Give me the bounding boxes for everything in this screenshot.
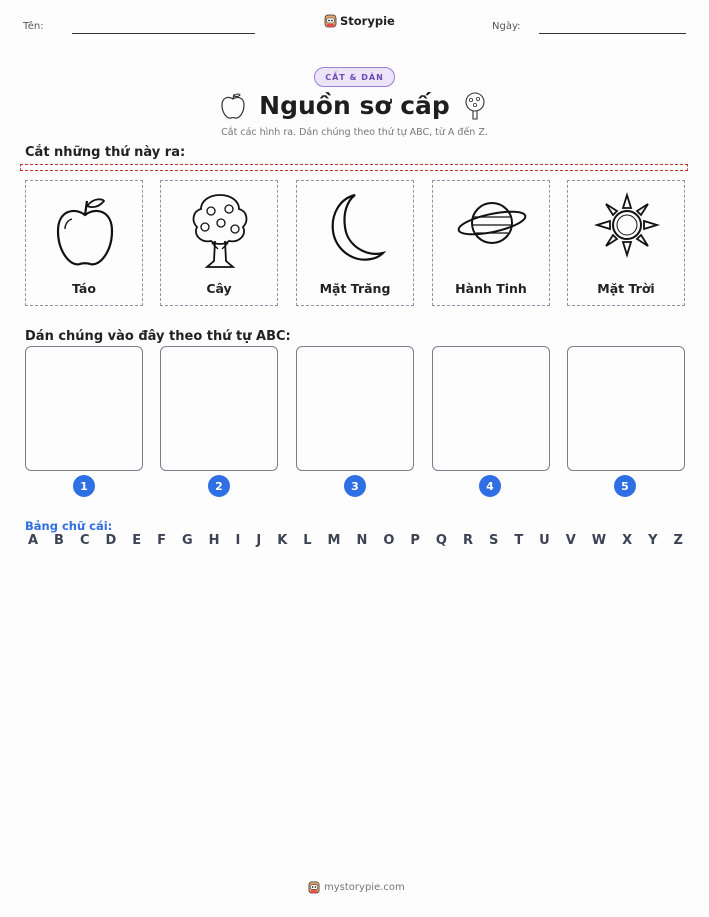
alphabet-letter: U	[539, 533, 550, 548]
alphabet-heading: Bảng chữ cái:	[25, 519, 113, 533]
number-badge-2: 2	[208, 475, 230, 497]
planet-icon	[457, 191, 527, 271]
card-label: Cây	[206, 281, 232, 296]
alphabet-letter: J	[256, 533, 262, 548]
paste-heading: Dán chúng vào đây theo thứ tự ABC:	[25, 329, 291, 344]
name-line	[72, 33, 255, 34]
alphabet-row	[28, 533, 683, 548]
brand-name: Storypie	[340, 13, 395, 28]
alphabet-letter: L	[303, 533, 312, 548]
date-line	[539, 33, 686, 34]
paste-box-3[interactable]	[296, 346, 414, 471]
alphabet-letter: T	[514, 533, 524, 548]
date-label: Ngày:	[492, 21, 521, 32]
alphabet-letter: G	[182, 533, 193, 548]
brand-logo	[324, 13, 395, 28]
paste-box-5[interactable]	[567, 346, 685, 471]
alphabet-letter: O	[383, 533, 395, 548]
footer	[308, 880, 405, 894]
card-label: Hành Tinh	[455, 281, 527, 296]
card-label: Mặt Trời	[597, 281, 655, 296]
paste-box-2[interactable]	[160, 346, 278, 471]
cut-card-apple[interactable]	[25, 180, 143, 306]
alphabet-letter: W	[591, 533, 607, 548]
alphabet-letter: N	[356, 533, 368, 548]
paste-box-1[interactable]	[25, 346, 143, 471]
alphabet-letter: K	[277, 533, 288, 548]
footer-url: mystorypie.com	[324, 881, 405, 893]
number-badge-5: 5	[614, 475, 636, 497]
number-badge-3: 3	[344, 475, 366, 497]
cut-card-moon[interactable]	[296, 180, 414, 306]
card-label: Táo	[72, 281, 96, 296]
cut-card-tree[interactable]	[160, 180, 278, 306]
card-label: Mặt Trăng	[319, 281, 391, 296]
alphabet-letter: B	[54, 533, 64, 548]
activity-badge: CẮT & DÁN	[314, 67, 395, 87]
paste-box-4[interactable]	[432, 346, 550, 471]
alphabet-letter: P	[410, 533, 420, 548]
alphabet-letter: E	[132, 533, 142, 548]
page-title: Nguồn sơ cấp	[259, 91, 450, 120]
alphabet-letter: F	[157, 533, 167, 548]
mascot-icon	[308, 880, 320, 894]
tree-icon	[461, 91, 489, 121]
alphabet-letter: A	[28, 533, 39, 548]
alphabet-letter: H	[208, 533, 220, 548]
number-badge-1: 1	[73, 475, 95, 497]
alphabet-letter: R	[462, 533, 473, 548]
alphabet-letter: C	[79, 533, 90, 548]
alphabet-letter: X	[622, 533, 633, 548]
cut-card-sun[interactable]	[567, 180, 685, 306]
cut-card-planet[interactable]	[432, 180, 550, 306]
moon-icon	[321, 191, 391, 271]
page-subtitle: Cắt các hình ra. Dán chúng theo thứ tự ABC, từ A đến Z.	[221, 127, 488, 138]
alphabet-letter: S	[488, 533, 499, 548]
cut-heading: Cắt những thứ này ra:	[25, 145, 186, 160]
tree-icon	[185, 191, 255, 271]
number-badge-4: 4	[479, 475, 501, 497]
alphabet-letter: M	[327, 533, 341, 548]
alphabet-letter: I	[235, 533, 241, 548]
cut-line	[20, 164, 688, 171]
alphabet-letter: D	[105, 533, 117, 548]
alphabet-letter: V	[565, 533, 576, 548]
name-label: Tên:	[23, 21, 44, 32]
apple-icon	[50, 191, 120, 271]
sun-icon	[592, 191, 662, 271]
alphabet-letter: Q	[435, 533, 447, 548]
alphabet-letter: Z	[673, 533, 683, 548]
alphabet-letter: Y	[648, 533, 658, 548]
mascot-icon	[324, 13, 337, 28]
